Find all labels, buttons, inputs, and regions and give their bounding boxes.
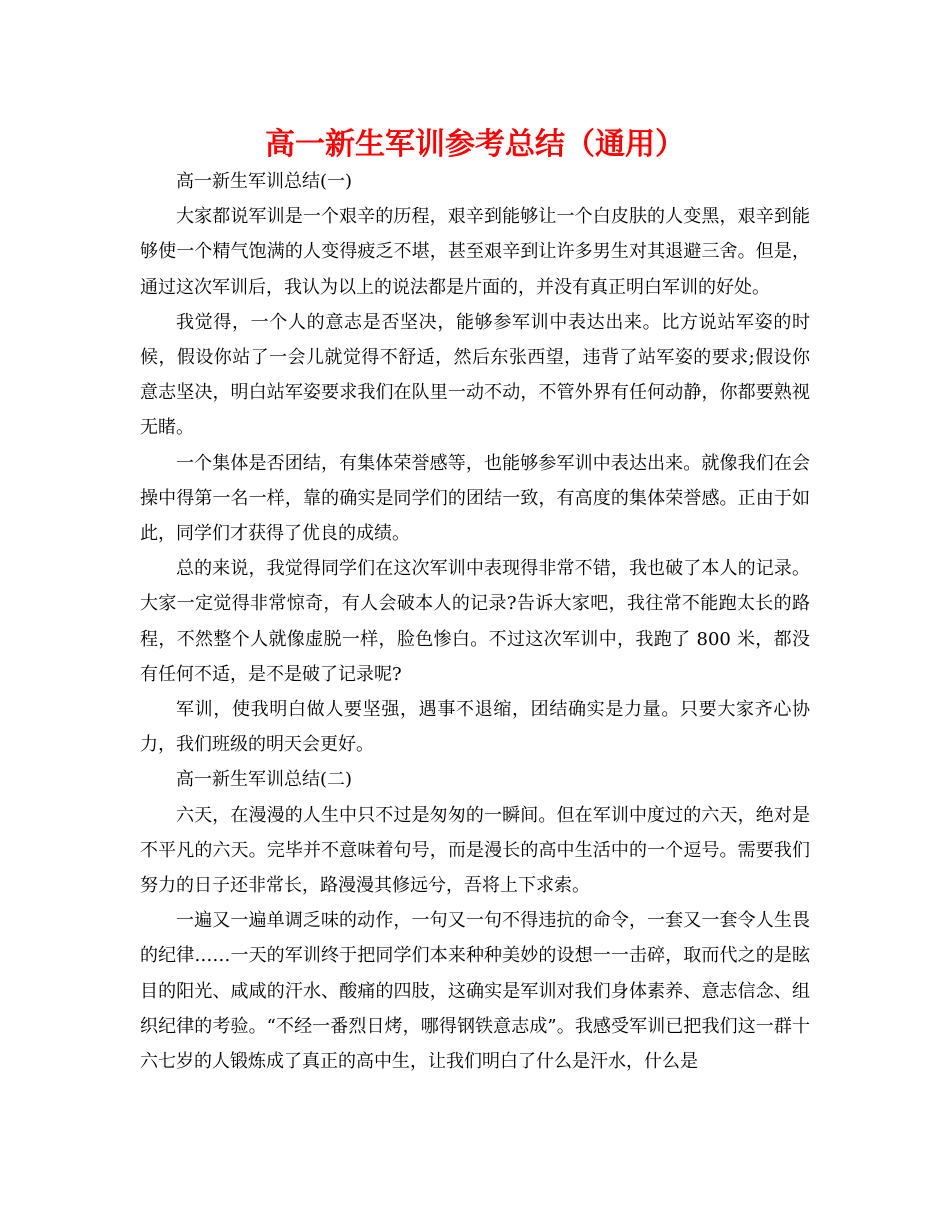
section-heading-2: 高一新生军训总结(二) bbox=[176, 769, 353, 791]
paragraph: 六天，在漫漫的人生中只不过是匆匆的一瞬间。但在军训中度过的六天，绝对是不平凡的六天。完毕并不意味着句号，而是漫长的高中生活中的一个逗号。需要我们努力的日子还非常长，路漫漫其修远兮，吾将上下求索。 bbox=[140, 804, 810, 897]
paragraph: 军训，使我明白做人要坚强，遇事不退缩，团结确实是力量。只要大家齐心协力，我们班级的明天会更好。 bbox=[140, 699, 810, 756]
document-title: 高一新生军训参考总结（通用） bbox=[265, 127, 685, 162]
paragraph: 我觉得，一个人的意志是否坚决，能够参军训中表达出来。比方说站军姿的时候，假设你站了一会儿就觉得不舒适，然后东张西望，违背了站军姿的要求;假设你意志坚决，明白站军姿要求我们在队里一动不动，不管外界有任何动静，你都要熟视无睹。 bbox=[140, 311, 810, 439]
paragraph: 大家都说军训是一个艰辛的历程，艰辛到能够让一个白皮肤的人变黑，艰辛到能够使一个精气饱满的人变得疲乏不堪，甚至艰辛到让许多男生对其退避三舍。但是，通过这次军训后，我认为以上的说法都是片面的，并没有真正明白军训的好处。 bbox=[140, 206, 810, 298]
document-body bbox=[140, 164, 810, 1079]
section-heading-1: 高一新生军训总结(一) bbox=[176, 171, 353, 192]
paragraph: 一个集体是否团结，有集体荣誉感等，也能够参军训中表达出来。就像我们在会操中得第一名一样，靠的确实是同学们的团结一致，有高度的集体荣誉感。正由于如此，同学们才获得了优良的成绩。 bbox=[140, 452, 810, 545]
paragraph: 一遍又一遍单调乏味的动作，一句又一句不得违抗的命令，一套又一套令人生畏的纪律……一天的军训终于把同学们本来种种美妙的设想一一击碎，取而代之的是眩目的阳光、咸咸的汗水、酸痛的四肢，这确实是军训对我们身体素养、意志信念、组织纪律的考验。“不经一番烈日烤，哪得钢铁意志成”。我感受军训已把我们这一群十六七岁的人锻炼成了真正的高中生，让我们明白了什么是汗水，什么是 bbox=[140, 910, 810, 1073]
paragraph: 总的来说，我觉得同学们在这次军训中表现得非常不错，我也破了本人的记录。大家一定觉得非常惊奇，有人会破本人的记录?告诉大家吧，我往常不能跑太长的路程，不然整个人就像虚脱一样，脸色惨白。不过这次军训中，我跑了 800 米，都没有任何不适，是不是破了记录呢? bbox=[140, 558, 810, 685]
